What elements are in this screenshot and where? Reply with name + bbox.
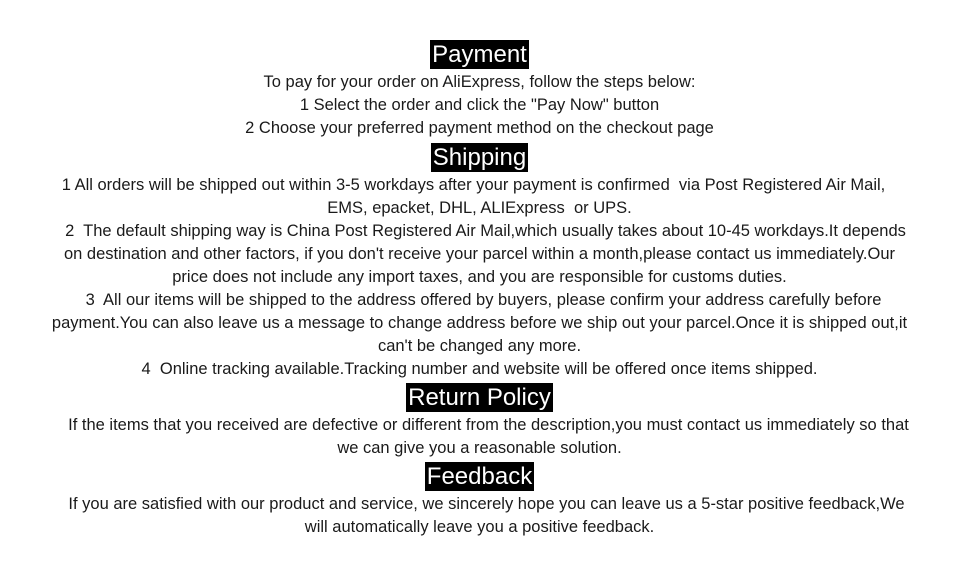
shipping-line: 3 All our items will be shipped to the address offered by buyers, please confirm your address carefully before [85,291,882,309]
shipping-line: on destination and other factors, if you don't receive your parcel within a month,please contact us immediately.Our [63,245,896,263]
feedback-line: If you are satisfied with our product and service, we sincerely hope you can leave us a 5-star positive feedback,We [68,495,905,513]
payment-line: 1 Select the order and click the "Pay Now" button [299,96,660,114]
return-policy-line: we can give you a reasonable solution. [337,439,622,457]
shipping-heading-row [0,143,959,172]
shipping-line: can't be changed any more. [377,337,582,355]
shipping-line: EMS, epacket, DHL, ALIExpress or UPS. [327,199,632,217]
shipping-heading: Shipping [432,144,527,171]
feedback-heading: Feedback [426,463,533,490]
payment-heading-row [0,40,959,69]
return-policy-heading: Return Policy [408,384,551,411]
shipping-line: 2 The default shipping way is China Post Registered Air Mail,which usually takes about 10-45 workdays.It depends [65,222,906,240]
return-policy-heading-row [0,383,959,412]
payment-heading: Payment [432,41,527,68]
shipping-line: price does not include any import taxes, and you are responsible for customs duties. [172,268,787,286]
payment-line: To pay for your order on AliExpress, follow the steps below: [263,73,696,91]
feedback-heading-row [0,462,959,491]
shipping-line: 4 Online tracking available.Tracking number and website will be offered once items shipped. [141,360,818,378]
payment-line: 2 Choose your preferred payment method on the checkout page [245,119,714,137]
return-policy-line: If the items that you received are defective or different from the description,you must contact us immediately so that [68,416,909,434]
shipping-line: 1 All orders will be shipped out within 3-5 workdays after your payment is confirmed via Post Registered Air Mail, [61,176,886,194]
feedback-line: will automatically leave you a positive feedback. [304,518,655,536]
shipping-line: payment.You can also leave us a message to change address before we ship out your parcel.Once it is shipped out,it [51,314,908,332]
